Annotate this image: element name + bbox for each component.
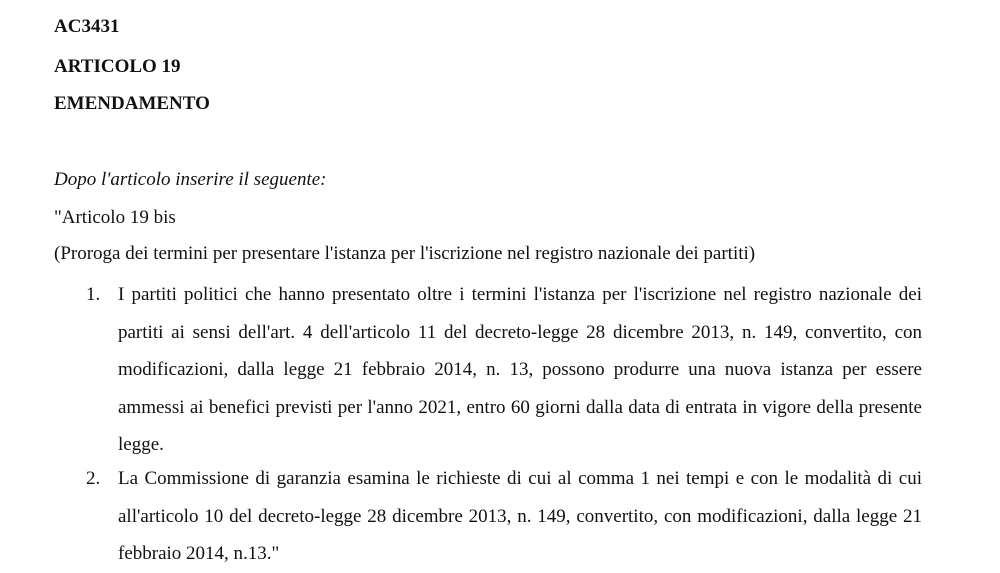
document-code: AC3431	[54, 16, 120, 37]
new-article-subtitle: (Proroga dei termini per presentare l'istanza per l'iscrizione nel registro nazionale dei partiti)	[54, 243, 756, 264]
intro-instruction: Dopo l'articolo inserire il seguente:	[54, 169, 327, 190]
article-heading: ARTICOLO 19	[54, 56, 181, 77]
list-item-text: I partiti politici che hanno presentato oltre i termini l'istanza per l'iscrizione nel registro nazionale dei partiti ai sensi dell'art. 4 dell'articolo 11 del decreto-legge 28 dicembre 2013, n. 149, convertito, con modificazioni, dalla legge 21 febbraio 2014, n. 13, possono produrre una nuova istanza per essere ammessi ai benefici previsti per l'anno 2021, entro 60 giorni dalla data di entrata in vigore della presente legge.	[118, 284, 922, 455]
list-item-number: 1.	[86, 284, 101, 305]
list-item-text: La Commissione di garanzia esamina le richieste di cui al comma 1 nei tempi e con le modalità di cui all'articolo 10 del decreto-legge 28 dicembre 2013, n. 149, convertito, con modificazioni, dalla legge 21 febbraio 2014, n.13."	[118, 468, 922, 564]
new-article-title: "Articolo 19 bis	[54, 207, 176, 228]
list-item-number: 2.	[86, 468, 101, 489]
amendment-heading: EMENDAMENTO	[54, 93, 210, 114]
